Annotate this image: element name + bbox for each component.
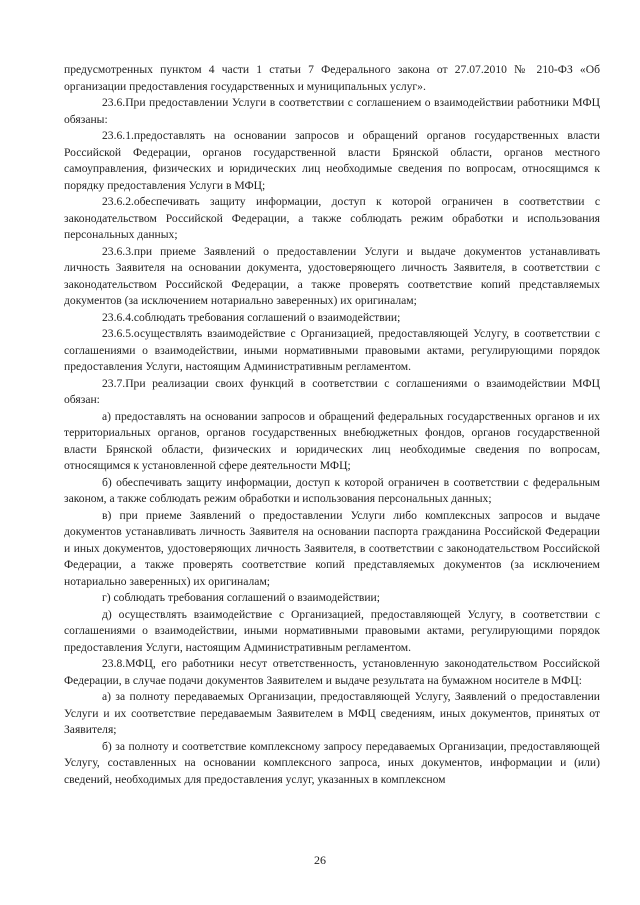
paragraph-23-7-g: г) соблюдать требования соглашений о взаимодействии; xyxy=(102,591,380,604)
paragraph-23-6-2: 23.6.2.обеспечивать защиту информации, доступ к которой ограничен в соответствии с законодательством Российской Федерации, а также соблюдать режим обработки и использования персональных данных; xyxy=(64,195,600,241)
paragraph-23-7-v: в) при приеме Заявлений о предоставлении Услуги либо комплексных запросов и выдаче документов устанавливать личность Заявителя на основании паспорта гражданина Российской Федерации и иных документов, удостоверяющих личность Заявителя, в соответствии с законодательством Российской Федерации, а также проверять соответствие копий представляемых документов (за исключением нотариально заверенных) их оригиналам; xyxy=(64,508,600,588)
paragraph-23-6: 23.6.При предоставлении Услуги в соответствии с соглашением о взаимодействии работники МФЦ обязаны: xyxy=(64,96,600,126)
paragraph-continuation: предусмотренных пунктом 4 части 1 статьи 7 Федерального закона от 27.07.2010 № 210-ФЗ «Об организации предоставления государственных и муниципальных услуг». xyxy=(64,63,600,93)
paragraph-23-7-a: а) предоставлять на основании запросов и обращений федеральных государственных органов и их территориальных органов, органов государственных внебюджетных фондов, органов государственной власти Брянской области, физических и юридических лиц необходимые сведения по вопросам, относящимся к установленной сфере деятельности МФЦ; xyxy=(64,409,600,472)
paragraph-23-8-a: а) за полноту передаваемых Организации, предоставляющей Услугу, Заявлений о предоставлении Услуги и их соответствие передаваемым Заявителем в МФЦ сведениям, иных документов, принятых от Заявителя; xyxy=(64,690,600,736)
paragraph-23-8-b: б) за полноту и соответствие комплексному запросу передаваемых Организации, предоставляющей Услугу, составленных на основании комплексного запроса, иных документов, информации и (или) сведений, необходимых для предоставления услуг, указанных в комплексном xyxy=(64,739,600,786)
paragraph-23-6-5: 23.6.5.осуществлять взаимодействие с Организацией, предоставляющей Услугу, в соответствии с соглашениями о взаимодействии, иными нормативными правовыми актами, регулирующими порядок предоставления Услуги, настоящим Административным регламентом. xyxy=(64,327,600,373)
paragraph-23-6-4: 23.6.4.соблюдать требования соглашений о взаимодействии; xyxy=(102,310,401,324)
paragraph-23-6-1: 23.6.1.предоставлять на основании запросов и обращений органов государственных власти Российской Федерации, органов государственной власти Брянской области, органов местного самоуправления, физических и юридических лиц необходимые сведения по вопросам, относящимся к порядку предоставления Услуги в МФЦ; xyxy=(64,129,600,192)
paragraph-23-8: 23.8.МФЦ, его работники несут ответственность, установленную законодательством Российской Федерации, в случае подачи документов Заявителем и выдаче результата на бумажном носителе в МФЦ: xyxy=(64,657,600,687)
paragraph-23-7: 23.7.При реализации своих функций в соответствии с соглашениями о взаимодействии МФЦ обязан: xyxy=(64,376,600,406)
paragraph-23-6-3: 23.6.3.при приеме Заявлений о предоставлении Услуги и выдаче документов устанавливать личность Заявителя на основании документа, удостоверяющего личность Заявителя, в соответствии с законодательством Российской Федерации, а также проверять соответствие копий представляемых документов (за исключением нотариально заверенных) их оригиналам; xyxy=(64,244,600,307)
page-number: 26 xyxy=(314,853,326,867)
paragraph-23-7-d: д) осуществлять взаимодействие с Организацией, предоставляющей Услугу, в соответствии с соглашениями о взаимодействии, иными нормативными правовыми актами, регулирующими порядок предоставления Услуги, настоящим Административным регламентом. xyxy=(64,607,600,654)
paragraph-23-7-b: б) обеспечивать защиту информации, доступ к которой ограничен в соответствии с федеральным законом, а также соблюдать режим обработки и использования персональных данных; xyxy=(64,475,600,505)
